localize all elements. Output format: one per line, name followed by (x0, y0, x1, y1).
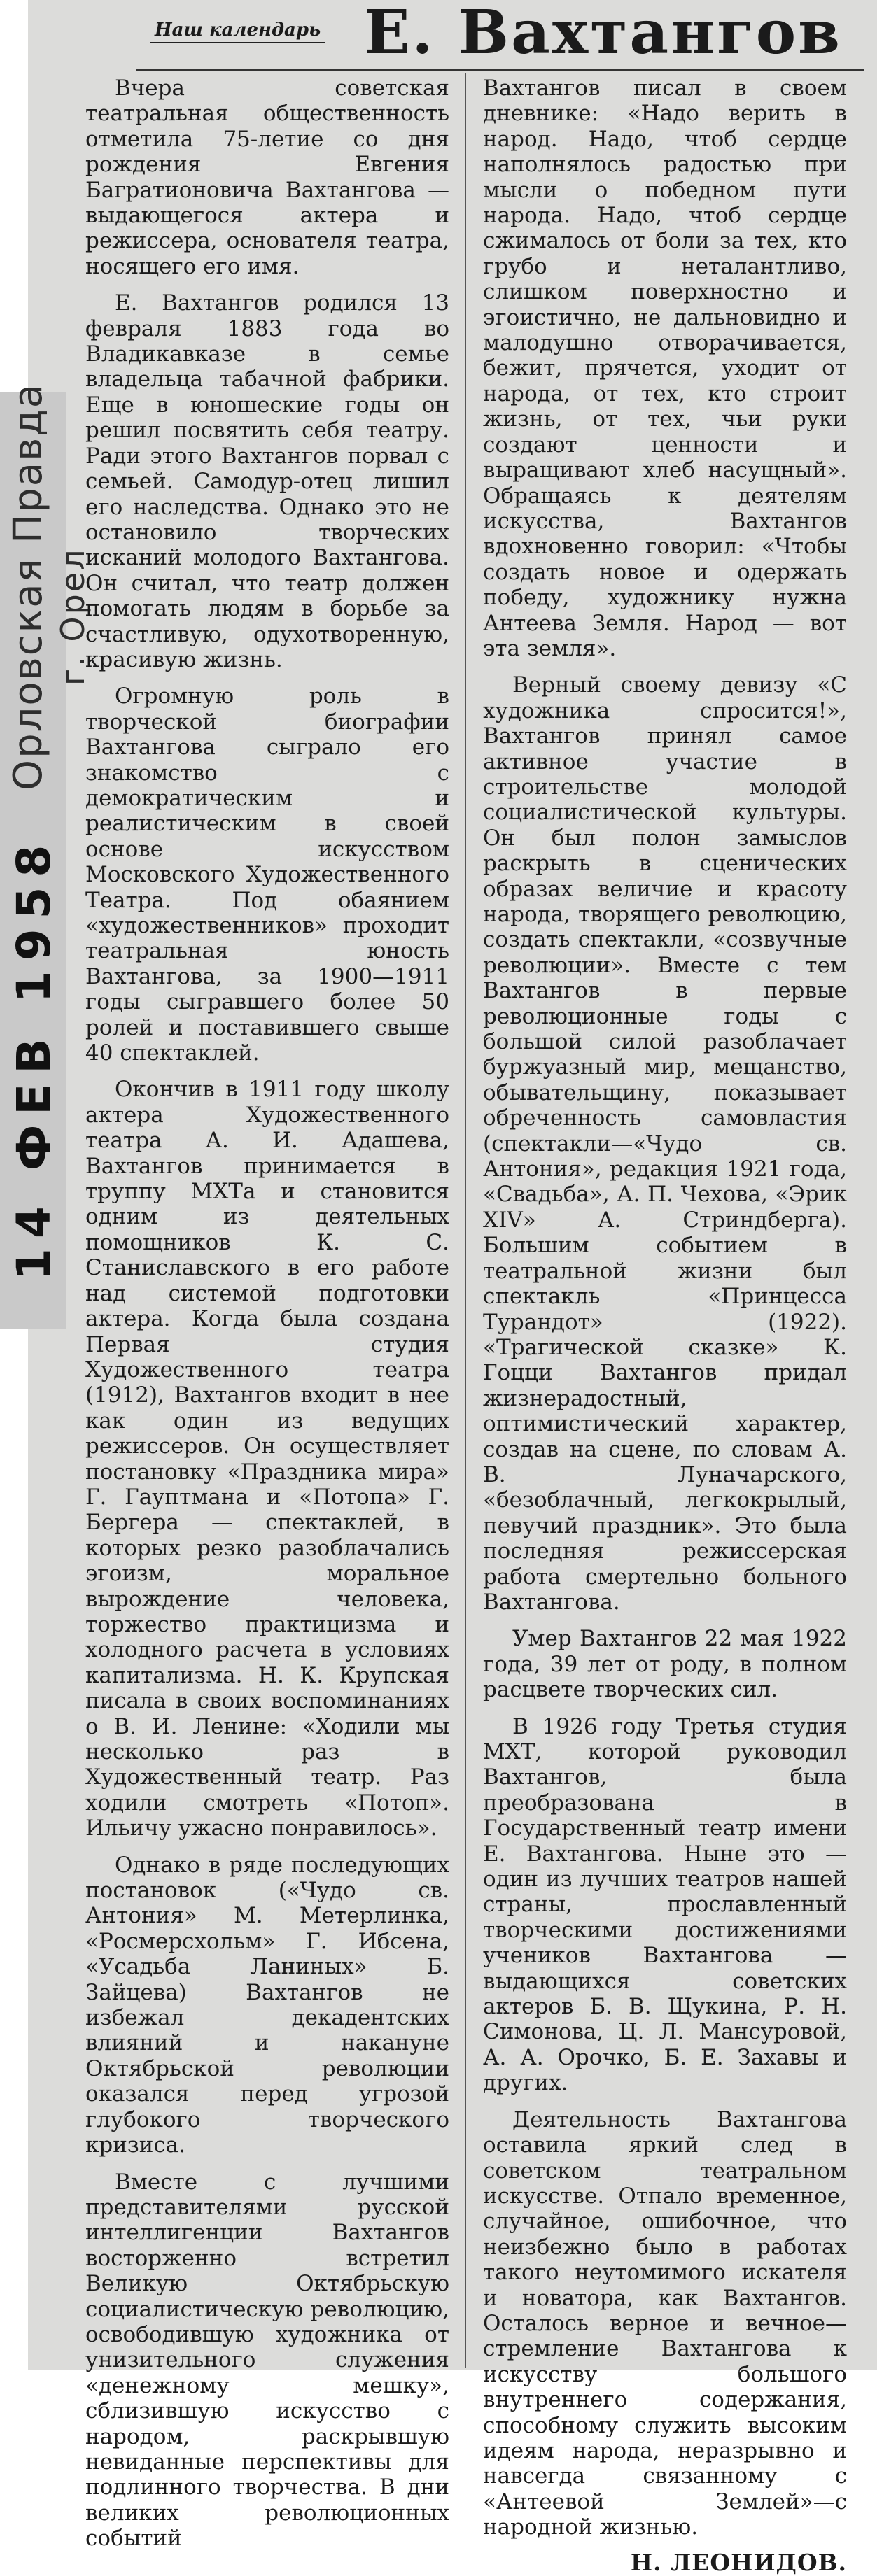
article-column-left (85, 76, 449, 2552)
paragraph: Вчера советская театральная общественность отметила 75-летие со дня рождения Евгения Багратионовича Вахтангова — выдающегося актера и режиссера, основателя театра, носящего его имя. (85, 76, 449, 279)
paragraph: Окончив в 1911 году школу актера Художественного театра А. И. Адашева, Вахтангов принимается в труппу МХТа и становится одним из деятельных помощников К. С. Станиславского в его работе над системой подготовки актера. Когда была создана Первая студия Художественного театра (1912), Вахтангов входит в нее как один из ведущих режиссеров. Он осуществляет постановку «Праздника мира» Г. Гауптмана и «Потопа» Г. Бергера — спектаклей, в которых резко разоблачались эгоизм, моральное вырождение человека, торжество практицизма и холодного расчета в условиях капитализма. Н. К. Крупская писала в своих воспоминаниях о В. И. Ленине: «Ходили мы несколько раз в Художественный театр. Раз ходили смотреть «Потоп». Ильичу ужасно понравилось». (85, 1077, 449, 1841)
paragraph: Огромную роль в творческой биографии Вахтангова сыграло его знакомство с демократическим и реалистическим в своей основе искусством Московского Художественного Театра. Под обаянием «художественников» проходит театральная юность Вахтангова, за 1900—1911 годы сыгравшего более 50 ролей и поставившего свыше 40 спектаклей. (85, 684, 449, 1066)
paragraph: Е. Вахтангов родился 13 февраля 1883 года во Владикавказе в семье владельца табачной фабрики. Еще в юношеские годы он решил посвятить себя театру. Ради этого Вахтангов порвал с семьей. Самодур-отец лишил его наследства. Однако это не остановило творческих исканий молодого Вахтангова. Он считал, что театр должен помогать людям в борьбе за счастливую, одухотворенную, красивую жизнь. (85, 290, 449, 672)
date-stamp: 14 ФЕВ 1958 (7, 835, 61, 1280)
newspaper-source-label (6, 49, 92, 791)
author-signature: Н. ЛЕОНИДОВ. (630, 2548, 847, 2576)
newspaper-name: Орловская Правда (6, 382, 51, 791)
column-divider (465, 73, 466, 2368)
paragraph: Верный своему девизу «С художника спросится!», Вахтангов принял самое активное участие в строительстве молодой социалистической культуры. Он был полон замыслов раскрыть в сценических образах величие и красоту народа, творящего революцию, создать спектакли, «созвучные революции». Вместе с тем Вахтангов в первые революционные годы с большой силой разоблачает буржуазный мир, мещанство, обывательщину, показывает обреченность самовластия (спектакли—«Чудо св. Антония», редакция 1921 года, «Свадьба», А. П. Чехова, «Эрик XIV» А. Стриндберга). Большим событием в театральной жизни был спектакль «Принцесса Турандот» (1922). «Трагической сказке» К. Гоцци Вахтангов придал жизнерадостный, оптимистический характер, создав на сцене, по словам А. В. Луначарского, «безоблачный, легкокрылый, певучий праздник». Это была последняя режиссерская работа смертельно больного Вахтангова. (483, 672, 847, 1615)
newspaper-city: г. Орел (54, 547, 92, 686)
article-column-right (483, 76, 847, 2575)
paragraph: Вахтангов писал в своем дневнике: «Надо верить в народ. Надо, чтоб сердце наполнялось радостью при мысли о победном пути народа. Надо, чтоб сердце сжималось от боли за тех, кто грубо и неталантливо, слишком поверхностно и эгоистично, не дальновидно и малодушно отворачивается, бежит, прячется, уходит от народа, от тех, кто строит жизнь, от тех, чьи руки создают ценности и выращивают хлеб насущный». Обращаясь к деятелям искусства, Вахтангов вдохновенно говорил: «Чтобы создать новое и одержать победу, художнику нужна Антеева Земля. Народ — вот эта земля». (483, 76, 847, 661)
article-title: Е. Вахтангов (364, 0, 842, 68)
header-divider (136, 69, 864, 71)
paragraph: Однако в ряде последующих постановок («Чудо св. Антония» М. Метерлинка, «Росмерсхольм» Г. Ибсена, «Усадьба Ланиных» Б. Зайцева) Вахтангов не избежал декадентских влияний и накануне Октябрьской революции оказался перед угрозой глубокого творческого кризиса. (85, 1852, 449, 2158)
rubric-label: Наш календарь (150, 20, 325, 43)
paragraph: Вместе с лучшими представителями русской интеллигенции Вахтангов восторженно встретил Великую Октябрьскую социалистическую революцию, освободившую художника от унизительного служения «денежному мешку», сблизившую искусство с народом, раскрывшую невиданные перспективы для подлинного творчества. В дни великих революционных событий (85, 2169, 449, 2552)
paragraph: Деятельность Вахтангова оставила яркий след в советском театральном искусстве. Отпало временное, случайное, ошибочное, что неизбежно было в работах такого неутомимого искателя и новатора, как Вахтангов. Осталось верное и вечное—стремление Вахтангова к искусству большого внутреннего содержания, способному служить высоким идеям народа, неразрывно и навсегда связанному с «Антеевой Землей»—с народной жизнью. (483, 2107, 847, 2540)
paragraph: В 1926 году Третья студия МХТ, которой руководил Вахтангов, была преобразована в Государственный театр имени Е. Вахтангова. Ныне это — один из лучших театров нашей страны, прославленный творческими достижениями учеников Вахтангова — выдающихся советских актеров Б. В. Щукина, Р. Н. Симонова, Ц. Л. Мансуровой, А. А. Орочко, Б. Е. Захавы и других. (483, 1713, 847, 2096)
paragraph: Умер Вахтангов 22 мая 1922 года, 39 лет от роду, в полном расцвете творческих сил. (483, 1626, 847, 1703)
